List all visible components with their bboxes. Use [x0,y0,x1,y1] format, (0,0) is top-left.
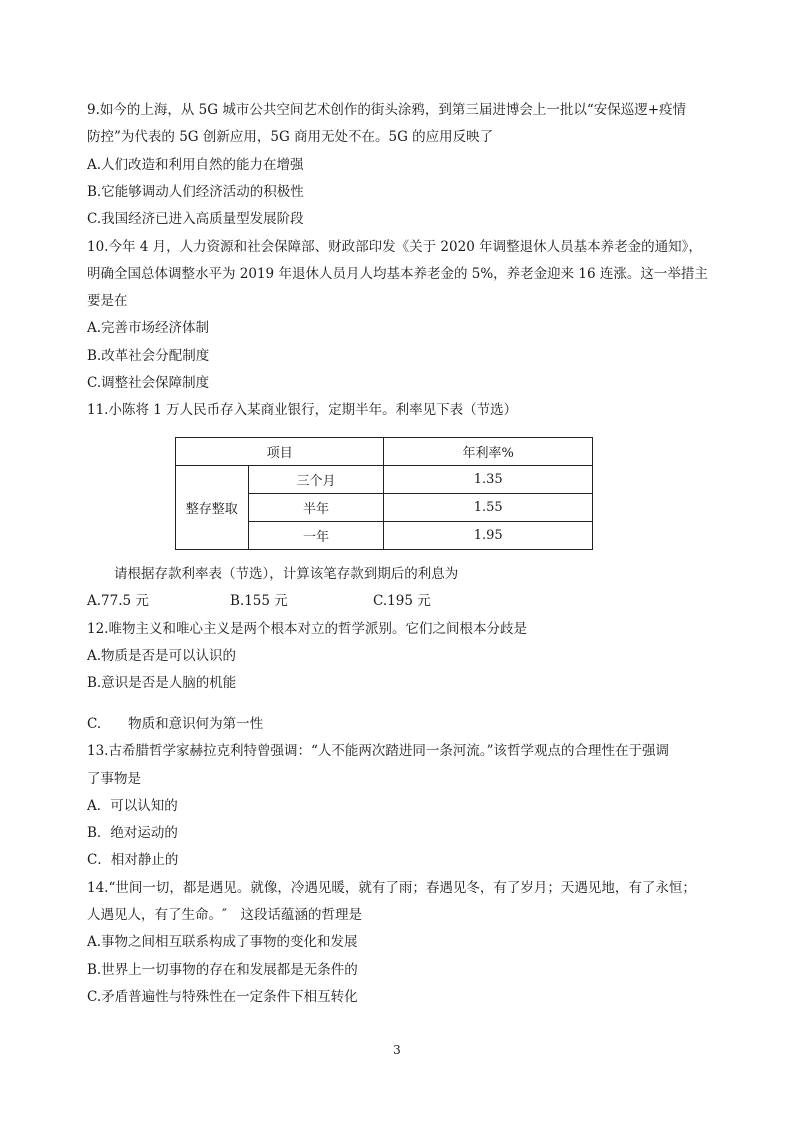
q11-stem-line1: 11.小陈将 1 万人民币存入某商业银行，定期半年。利率见下表（节选） [87,402,518,418]
interest-rate-table [175,437,593,550]
q12-option-b: B.意识是否是人脑的机能 [87,675,237,691]
table-header-item: 项目 [176,438,384,466]
q9-option-b: B.它能够调动人们经济活动的积极性 [87,184,304,200]
q11-stem-line2: 请根据存款利率表（节选），计算该笔存款到期后的利息为 [114,566,459,582]
table-header-rate: 年利率% [384,438,593,466]
q10-stem-line1: 10.今年 4 月，人力资源和社会保障部、财政部印发《关于 2020 年调整退休人员基本养老金的通知》， [87,239,702,255]
table-header-row [176,438,593,466]
q10-stem-line3: 要是在 [87,293,128,309]
q9-stem-line1: 9.如今的上海，从 5G 城市公共空间艺术创作的街头涂鸦，到第三届进博会上一批以“安保巡逻+疫情 [87,102,687,118]
q10-option-c: C.调整社会保障制度 [87,375,210,391]
q12-option-a: A.物质是否是可以认识的 [87,648,237,664]
q12-option-c: C. 物质和意识何为第一性 [87,716,264,732]
q11-option-c: C.195 元 [373,593,431,609]
q9-option-a: A.人们改造和利用自然的能力在增强 [87,157,304,173]
table-cell-term: 一年 [248,522,384,550]
q14-option-c: C.矛盾普遍性与特殊性在一定条件下相互转化 [87,989,358,1005]
q14-option-a: A.事物之间相互联系构成了事物的变化和发展 [87,934,358,950]
q13-option-c: C．相对静止的 [87,852,179,868]
table-cell-rate: 1.35 [384,466,593,494]
table-cell-rate: 1.95 [384,522,593,550]
table-cell-term: 三个月 [248,466,384,494]
q13-option-a: A．可以认知的 [87,798,178,814]
q10-stem-line2: 明确全国总体调整水平为 2019 年退休人员月人均基本养老金的 5%，养老金迎来 16 连涨。这一举措主 [87,266,708,282]
q10-option-b: B.改革社会分配制度 [87,348,210,364]
q11-option-a: A.77.5 元 [87,593,149,609]
q14-stem-line2: 人遇见人，有了生命。″ 这段话蕴涵的哲理是 [87,907,363,923]
q13-stem-line2: 了事物是 [87,771,141,787]
table-group-label: 整存整取 [176,466,249,550]
q9-option-c: C.我国经济已进入高质量型发展阶段 [87,211,304,227]
q10-option-a: A.完善市场经济体制 [87,320,210,336]
q11-option-b: B.155 元 [230,593,288,609]
q14-option-b: B.世界上一切事物的存在和发展都是无条件的 [87,962,358,978]
q14-stem-line1: 14.“世间一切，都是遇见。就像，冷遇见暖，就有了雨；春遇见冬，有了岁月；天遇见地，有了永恒； [87,880,696,896]
q13-option-b: B．绝对运动的 [87,825,178,841]
table-cell-rate: 1.55 [384,494,593,522]
table-cell-term: 半年 [248,494,384,522]
table-row [176,466,593,494]
q12-stem-line1: 12.唯物主义和唯心主义是两个根本对立的哲学派别。它们之间根本分歧是 [87,621,527,637]
q13-stem-line1: 13.古希腊哲学家赫拉克利特曾强调：“人不能两次踏进同一条河流。”该哲学观点的合理性在于强调 [87,743,670,759]
page-number: 3 [393,1043,401,1057]
q9-stem-line2: 防控”为代表的 5G 创新应用，5G 商用无处不在。5G 的应用反映了 [87,129,494,145]
